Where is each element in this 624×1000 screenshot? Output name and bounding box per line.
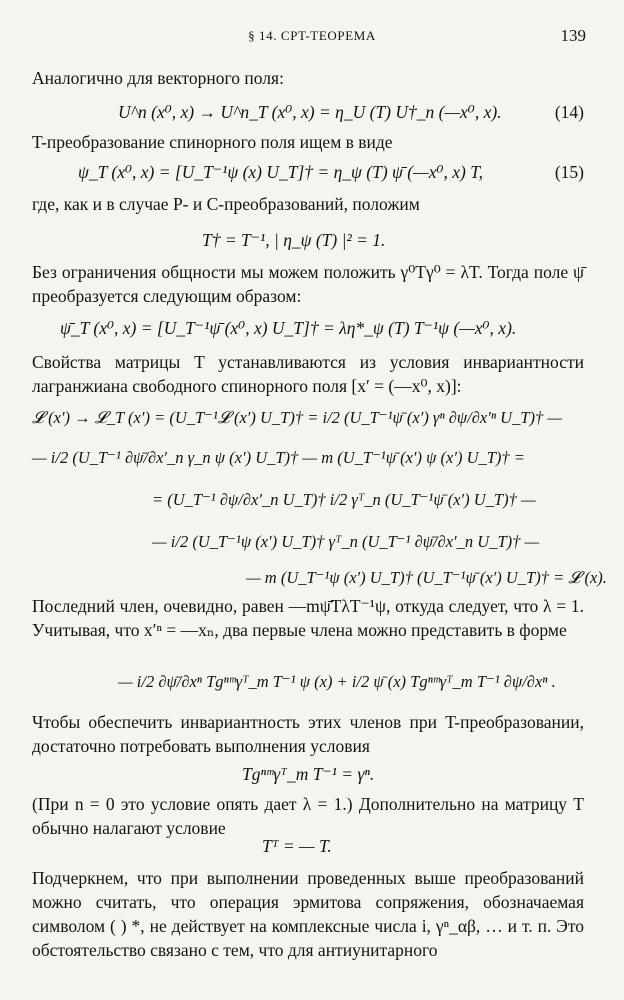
equation-15-body: ψ_T (x⁰, x) = [U_T⁻¹ψ (x) U_T]† = η_ψ (T) ψ̄ (—x⁰, x) T, xyxy=(78,162,484,182)
paragraph-7: Чтобы обеспечить инвариантность этих членов при T-преобразовании, достаточно потребовать выполнения условия xyxy=(32,712,584,756)
equation-lagrangian-line-2-body: — i/2 (U_T⁻¹ ∂ψ̄/∂x′_n γ_n ψ (x′) U_T)† — m (U_T⁻¹ψ̄ (x′) ψ (x′) U_T)† = xyxy=(32,448,525,467)
paragraph-2: T-преобразование спинорного поля ищем в виде xyxy=(32,132,393,152)
equation-lagrangian-line-4-body: — i/2 (U_T⁻¹ψ (x′) U_T)† γᵀ_n (U_T⁻¹ ∂ψ̄/∂x′_n U_T)† — xyxy=(152,532,540,551)
equation-T-unitarity-body: T† = T⁻¹, | η_ψ (T) |² = 1. xyxy=(202,230,386,250)
equation-psibar-transform-body: ψ̄_T (x⁰, x) = [U_T⁻¹ψ̄ (x⁰, x) U_T]† = λη*_ψ (T) T⁻¹ψ (—x⁰, x). xyxy=(60,318,517,338)
running-header xyxy=(0,26,624,48)
paragraph-9: Подчеркнем, что при выполнении проведенных выше преобразований можно считать, что операция эрмитова сопряжения, обозначаемая символом ( ) *, не действует на комплексные числа i, γⁿ_αβ, … и т. п. Это обстоятельство связано с тем, что для антиунитарного xyxy=(32,868,584,960)
paragraph-6: Последний член, очевидно, равен —mψ̄TλT⁻¹ψ, откуда следует, что λ = 1. Учитывая, что x′ⁿ = —xₙ, два первые члена можно представить в форме xyxy=(32,596,584,640)
equation-lagrangian-line-3-body: = (U_T⁻¹ ∂ψ/∂x′_n U_T)† i/2 γᵀ_n (U_T⁻¹ψ̄ (x′) U_T)† — xyxy=(152,490,536,509)
paragraph-5: Свойства матрицы T устанавливаются из условия инвариантности лагранжиана свободного спинорного поля [x′ = (—x⁰, x)]: xyxy=(32,352,584,396)
equation-T-transpose-body: Tᵀ = — T. xyxy=(262,836,332,856)
equation-14-number: (14) xyxy=(554,102,584,122)
paragraph-4: Без ограничения общности мы можем положить γ⁰Tγ⁰ = λT. Тогда поле ψ̄ преобразуется следующим образом: xyxy=(32,262,584,306)
equation-15-number: (15) xyxy=(554,162,584,182)
equation-lagrangian-line-1-body: 𝓛 (x′) → 𝓛_T (x′) = (U_T⁻¹𝓛 (x′) U_T)† = i/2 (U_T⁻¹ψ̄ (x′) γⁿ ∂ψ/∂x′ⁿ U_T)† — xyxy=(32,408,563,427)
paragraph-8: (При n = 0 это условие опять дает λ = 1.) Дополнительно на матрицу T обычно налагают условие xyxy=(32,794,584,838)
equation-14-body: U^n (x⁰, x) → U^n_T (x⁰, x) = η_U (T) U†_n (—x⁰, x). xyxy=(118,102,502,122)
equation-lagrangian-line-5-body: — m (U_T⁻¹ψ (x′) U_T)† (U_T⁻¹ψ̄ (x′) U_T)† = 𝓛 (x). xyxy=(246,568,607,587)
section-title: § 14. CPT-ТЕОРЕМА xyxy=(248,28,376,43)
page-number: 139 xyxy=(560,26,586,45)
equation-condition-body: Tgⁿᵐγᵀ_m T⁻¹ = γⁿ. xyxy=(242,764,375,784)
equation-first-terms-body: — i/2 ∂ψ̄/∂xⁿ Tgⁿᵐγᵀ_m T⁻¹ ψ (x) + i/2 ψ̄ (x) Tgⁿᵐγᵀ_m T⁻¹ ∂ψ/∂xⁿ . xyxy=(118,672,556,691)
paragraph-3: где, как и в случае P- и C-преобразований, положим xyxy=(32,194,420,214)
paragraph-1: Аналогично для векторного поля: xyxy=(32,68,284,88)
